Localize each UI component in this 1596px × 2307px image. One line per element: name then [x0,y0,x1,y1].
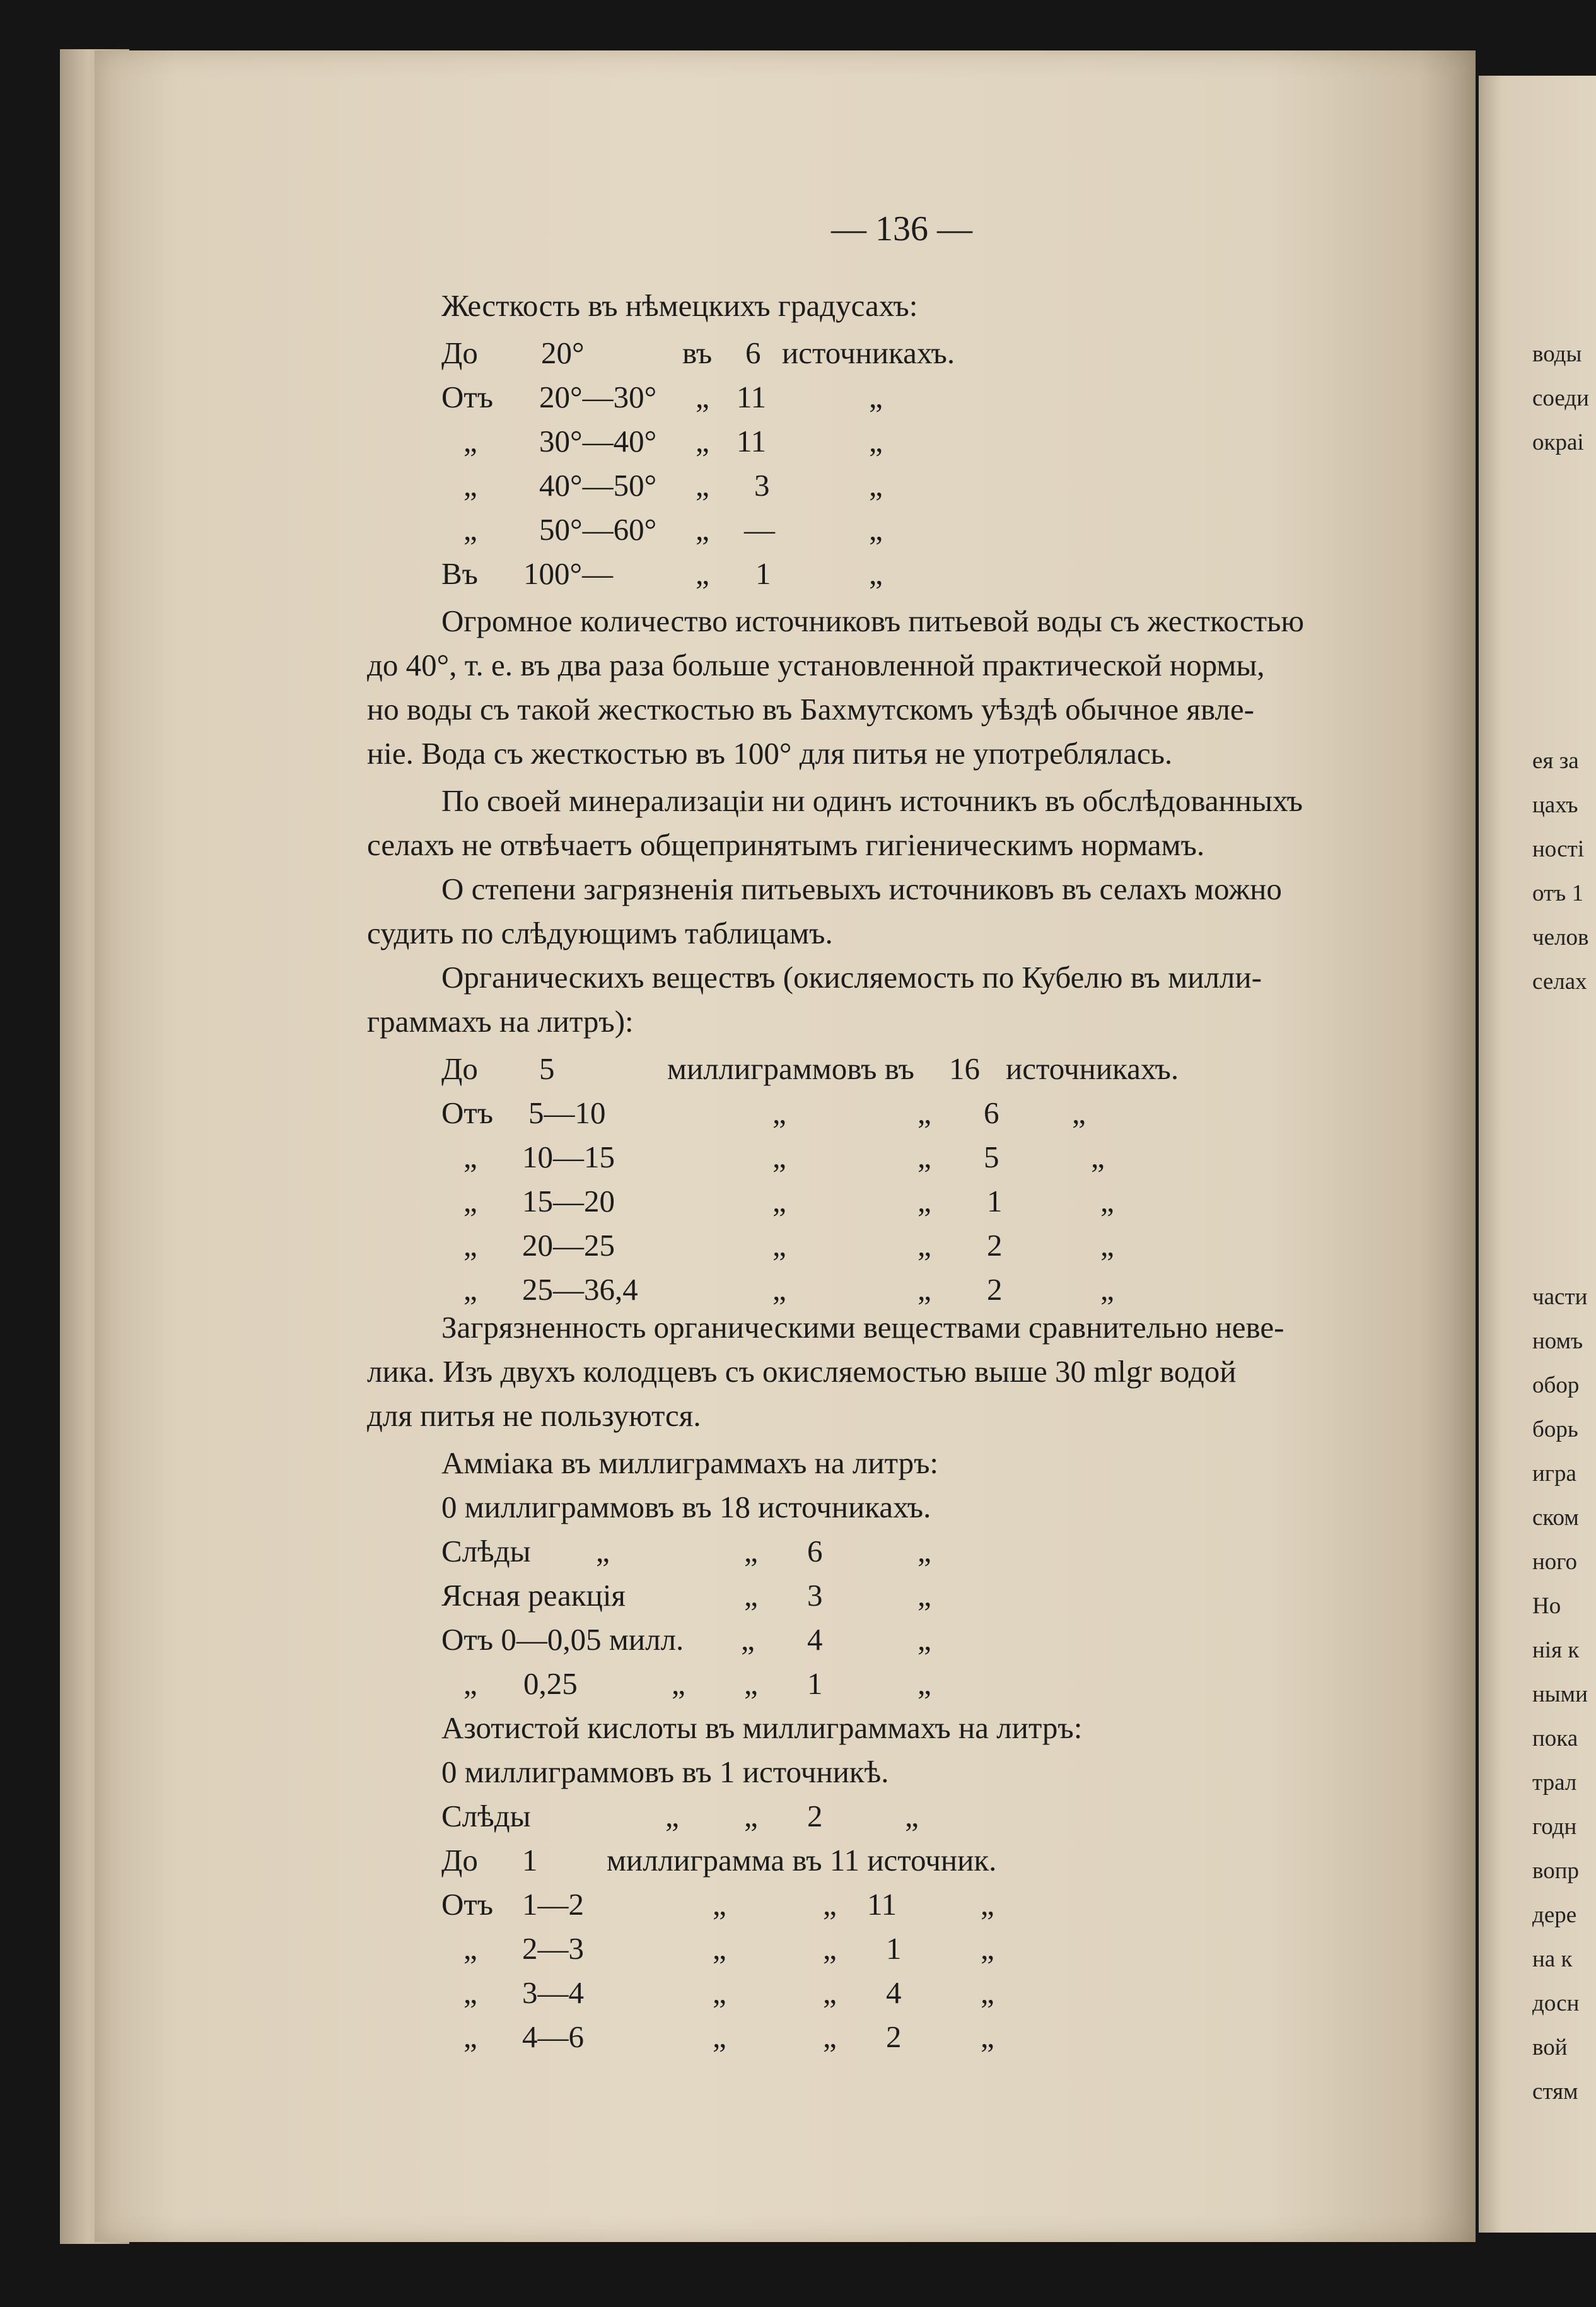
table-cell: „ [672,1666,685,1701]
table-cell: 4 [807,1622,823,1657]
table-cell: „ [772,1228,786,1263]
table-cell: „ [1100,1228,1114,1263]
table-cell: 20—25 [522,1228,615,1263]
table-cell: „ [1100,1272,1114,1307]
table-cell: 20° [541,336,585,370]
table-cell: „ [713,1975,726,2010]
table-cell: 1—2 [522,1887,584,1922]
table-cell: 4—6 [522,2019,584,2054]
table-cell: „ [744,1578,758,1613]
table-cell: Ясная реакція [441,1578,626,1613]
table-cell: „ [917,1578,931,1613]
facing-fragment: ными [1532,1681,1588,1707]
table-cell: 3—4 [522,1975,584,2010]
facing-fragment: трал [1532,1770,1577,1796]
table-cell: „ [869,424,883,458]
text-line: О степени загрязненія питьевыхъ источниковъ въ селахъ можно [441,872,1282,906]
table-cell: „ [463,512,477,547]
table-cell: 5 [984,1140,999,1174]
facing-fragment: обор [1532,1372,1580,1398]
table-cell: 11 [867,1887,897,1922]
facing-page [1479,76,1596,2233]
table-cell: 2 [987,1272,1003,1307]
table-cell: 50°—60° [539,512,657,547]
table-cell: „ [869,468,883,503]
table-cell: „ [713,2019,726,2054]
table-cell: До [441,1051,478,1086]
table-cell: — [744,512,775,547]
facing-fragment: ском [1532,1505,1579,1531]
table-cell: „ [696,468,709,503]
table-cell: „ [981,1887,994,1922]
text-line: судить по слѣдующимъ таблицамъ. [367,916,833,950]
facing-fragment: дере [1532,1902,1577,1928]
table-cell: „ [463,424,477,458]
facing-fragment: на к [1532,1946,1573,1972]
facing-fragment: цахъ [1532,792,1578,818]
table-cell: „ [823,1887,837,1922]
table-cell: „ [463,1140,477,1174]
table-cell: „ [463,2019,477,2054]
table-cell: Отъ [441,1887,494,1922]
table-cell: „ [869,380,883,414]
table-cell: 0 миллиграммовъ въ 18 источникахъ. [441,1490,931,1524]
table-cell: „ [463,1975,477,2010]
table-cell: Слѣды [441,1534,531,1568]
table-cell: „ [772,1184,786,1218]
text-line: Загрязненность органическими веществами сравнительно неве- [441,1310,1284,1345]
table-cell: 1 [807,1666,823,1701]
table-cell: До [441,1843,478,1878]
text-line: селахъ не отвѣчаетъ общепринятымъ гигіеническимъ нормамъ. [367,827,1205,862]
facing-fragment: вой [1532,2035,1568,2060]
table-cell: 20°—30° [539,380,657,414]
facing-fragment: досн [1532,1990,1580,2016]
table-cell: „ [696,556,709,591]
text-line: но воды съ такой жесткостью въ Бахмутскомъ уѣздѣ обычное явле- [367,692,1254,727]
table-cell: 6 [745,336,761,370]
table-cell: 1 [755,556,771,591]
table-cell: „ [869,556,883,591]
table-cell: „ [905,1799,919,1833]
table-cell: „ [772,1272,786,1307]
table-cell: „ [917,1272,931,1307]
table-cell: „ [1091,1140,1105,1174]
table-cell: „ [981,1931,994,1966]
table-cell: 16 [949,1051,980,1086]
table-cell: 6 [984,1095,999,1130]
table-cell: „ [1072,1095,1086,1130]
table-cell: „ [917,1095,931,1130]
table-cell: „ [744,1534,758,1568]
table-cell: „ [713,1887,726,1922]
facing-fragment: части [1532,1284,1588,1310]
table-cell: „ [823,1975,837,2010]
facing-fragment: отъ 1 [1532,880,1584,906]
table-cell: 11 [737,380,767,414]
table-cell: въ [682,336,713,370]
facing-fragment: соеди [1532,385,1589,411]
table-cell: 6 [807,1534,823,1568]
table-cell: 40°—50° [539,468,657,503]
table-cell: 15—20 [522,1184,615,1218]
facing-fragment: вопр [1532,1858,1580,1884]
table-cell: 1 [987,1184,1003,1218]
table-cell: „ [713,1931,726,1966]
table-cell: 1 [886,1931,902,1966]
hardness-heading: Жесткость въ нѣмецкихъ градусахъ: [441,288,918,323]
table-cell: „ [981,1975,994,2010]
facing-fragment: стям [1532,2079,1578,2105]
facing-fragment: Но [1532,1593,1561,1619]
table-cell: 3 [754,468,770,503]
table-cell: 3 [807,1578,823,1613]
text-line: лика. Изъ двухъ колодцевъ съ окисляемостью выше 30 mlgr водой [367,1354,1237,1389]
table-cell: 2—3 [522,1931,584,1966]
table-cell: Отъ 0—0,05 милл. [441,1622,684,1657]
table-cell: 11 [737,424,767,458]
table-cell: „ [917,1534,931,1568]
table-cell: „ [1100,1184,1114,1218]
facing-fragment: нія к [1532,1637,1580,1663]
ammonia-heading: Аммiака въ миллиграммахъ на литръ: [441,1446,939,1480]
table-cell: 4 [886,1975,902,2010]
table-cell: 10—15 [522,1140,615,1174]
table-cell: 5—10 [528,1095,606,1130]
facing-fragment: ея за [1532,748,1579,774]
table-cell: „ [463,1228,477,1263]
table-cell: „ [772,1095,786,1130]
table-cell: Въ [441,556,479,591]
facing-fragment: номъ [1532,1328,1583,1354]
page-number: — 136 — [831,209,972,248]
nitrous-heading: Азотистой кислоты въ миллиграммахъ на литръ: [441,1710,1083,1745]
facing-fragment: игра [1532,1461,1576,1486]
table-cell: 0,25 [523,1666,578,1701]
table-cell: „ [917,1666,931,1701]
facing-fragment: годн [1532,1814,1577,1840]
table-cell: До [441,336,478,370]
table-cell: миллиграммовъ въ [667,1051,914,1086]
table-cell: 2 [987,1228,1003,1263]
table-cell: „ [744,1666,758,1701]
table-cell: „ [823,1931,837,1966]
table-cell: Отъ [441,1095,494,1130]
table-cell: „ [596,1534,610,1568]
table-cell: 1 [522,1843,538,1878]
table-cell: „ [463,1931,477,1966]
table-cell: „ [917,1622,931,1657]
table-cell: 25—36,4 [522,1272,638,1307]
table-cell: „ [696,380,709,414]
table-cell: миллиграмма въ 11 источник. [607,1843,997,1878]
table-cell: „ [772,1140,786,1174]
facing-fragment: селах [1532,969,1587,995]
text-line: Огромное количество источниковъ питьевой воды съ жесткостью [441,604,1304,638]
facing-fragment: борь [1532,1416,1578,1442]
table-cell: 5 [539,1051,555,1086]
text-line: ніе. Вода съ жесткостью въ 100° для питья не употреблялась. [367,736,1173,771]
facing-fragment: воды [1532,341,1582,367]
table-cell: „ [463,1184,477,1218]
text-line: Органическихъ веществъ (окисляемость по Кубелю въ милли- [441,960,1262,995]
table-cell: источникахъ. [1006,1051,1179,1086]
table-cell: Отъ [441,380,494,414]
table-cell: „ [917,1140,931,1174]
table-cell: 100°— [523,556,614,591]
table-cell: „ [665,1799,679,1833]
table-cell: „ [463,1272,477,1307]
facing-fragment: ного [1532,1549,1578,1575]
table-cell: источникахъ. [782,336,955,370]
facing-fragment: ності [1532,836,1585,862]
table-cell: „ [696,512,709,547]
table-cell: „ [823,2019,837,2054]
table-cell: Слѣды [441,1799,531,1833]
table-cell: „ [741,1622,755,1657]
text-line: для питья не пользуются. [367,1398,701,1433]
table-cell: „ [869,512,883,547]
table-cell: „ [696,424,709,458]
table-cell: „ [463,468,477,503]
facing-fragment: челов [1532,925,1589,950]
table-cell: 2 [807,1799,823,1833]
facing-fragment: окраі [1532,429,1584,455]
table-cell: „ [917,1184,931,1218]
table-cell: 2 [886,2019,902,2054]
text-line: граммахъ на литръ): [367,1004,634,1039]
facing-fragment: пока [1532,1726,1578,1751]
table-cell: 30°—40° [539,424,657,458]
table-cell: „ [463,1666,477,1701]
text-line: до 40°, т. е. въ два раза больше установленной практической нормы, [367,648,1265,682]
table-cell: „ [744,1799,758,1833]
text-line: По своей минерализаціи ни одинъ источникъ въ обслѣдованныхъ [441,783,1303,818]
table-cell: „ [917,1228,931,1263]
table-cell: „ [981,2019,994,2054]
table-cell: 0 миллиграммовъ въ 1 источникѣ. [441,1755,889,1789]
